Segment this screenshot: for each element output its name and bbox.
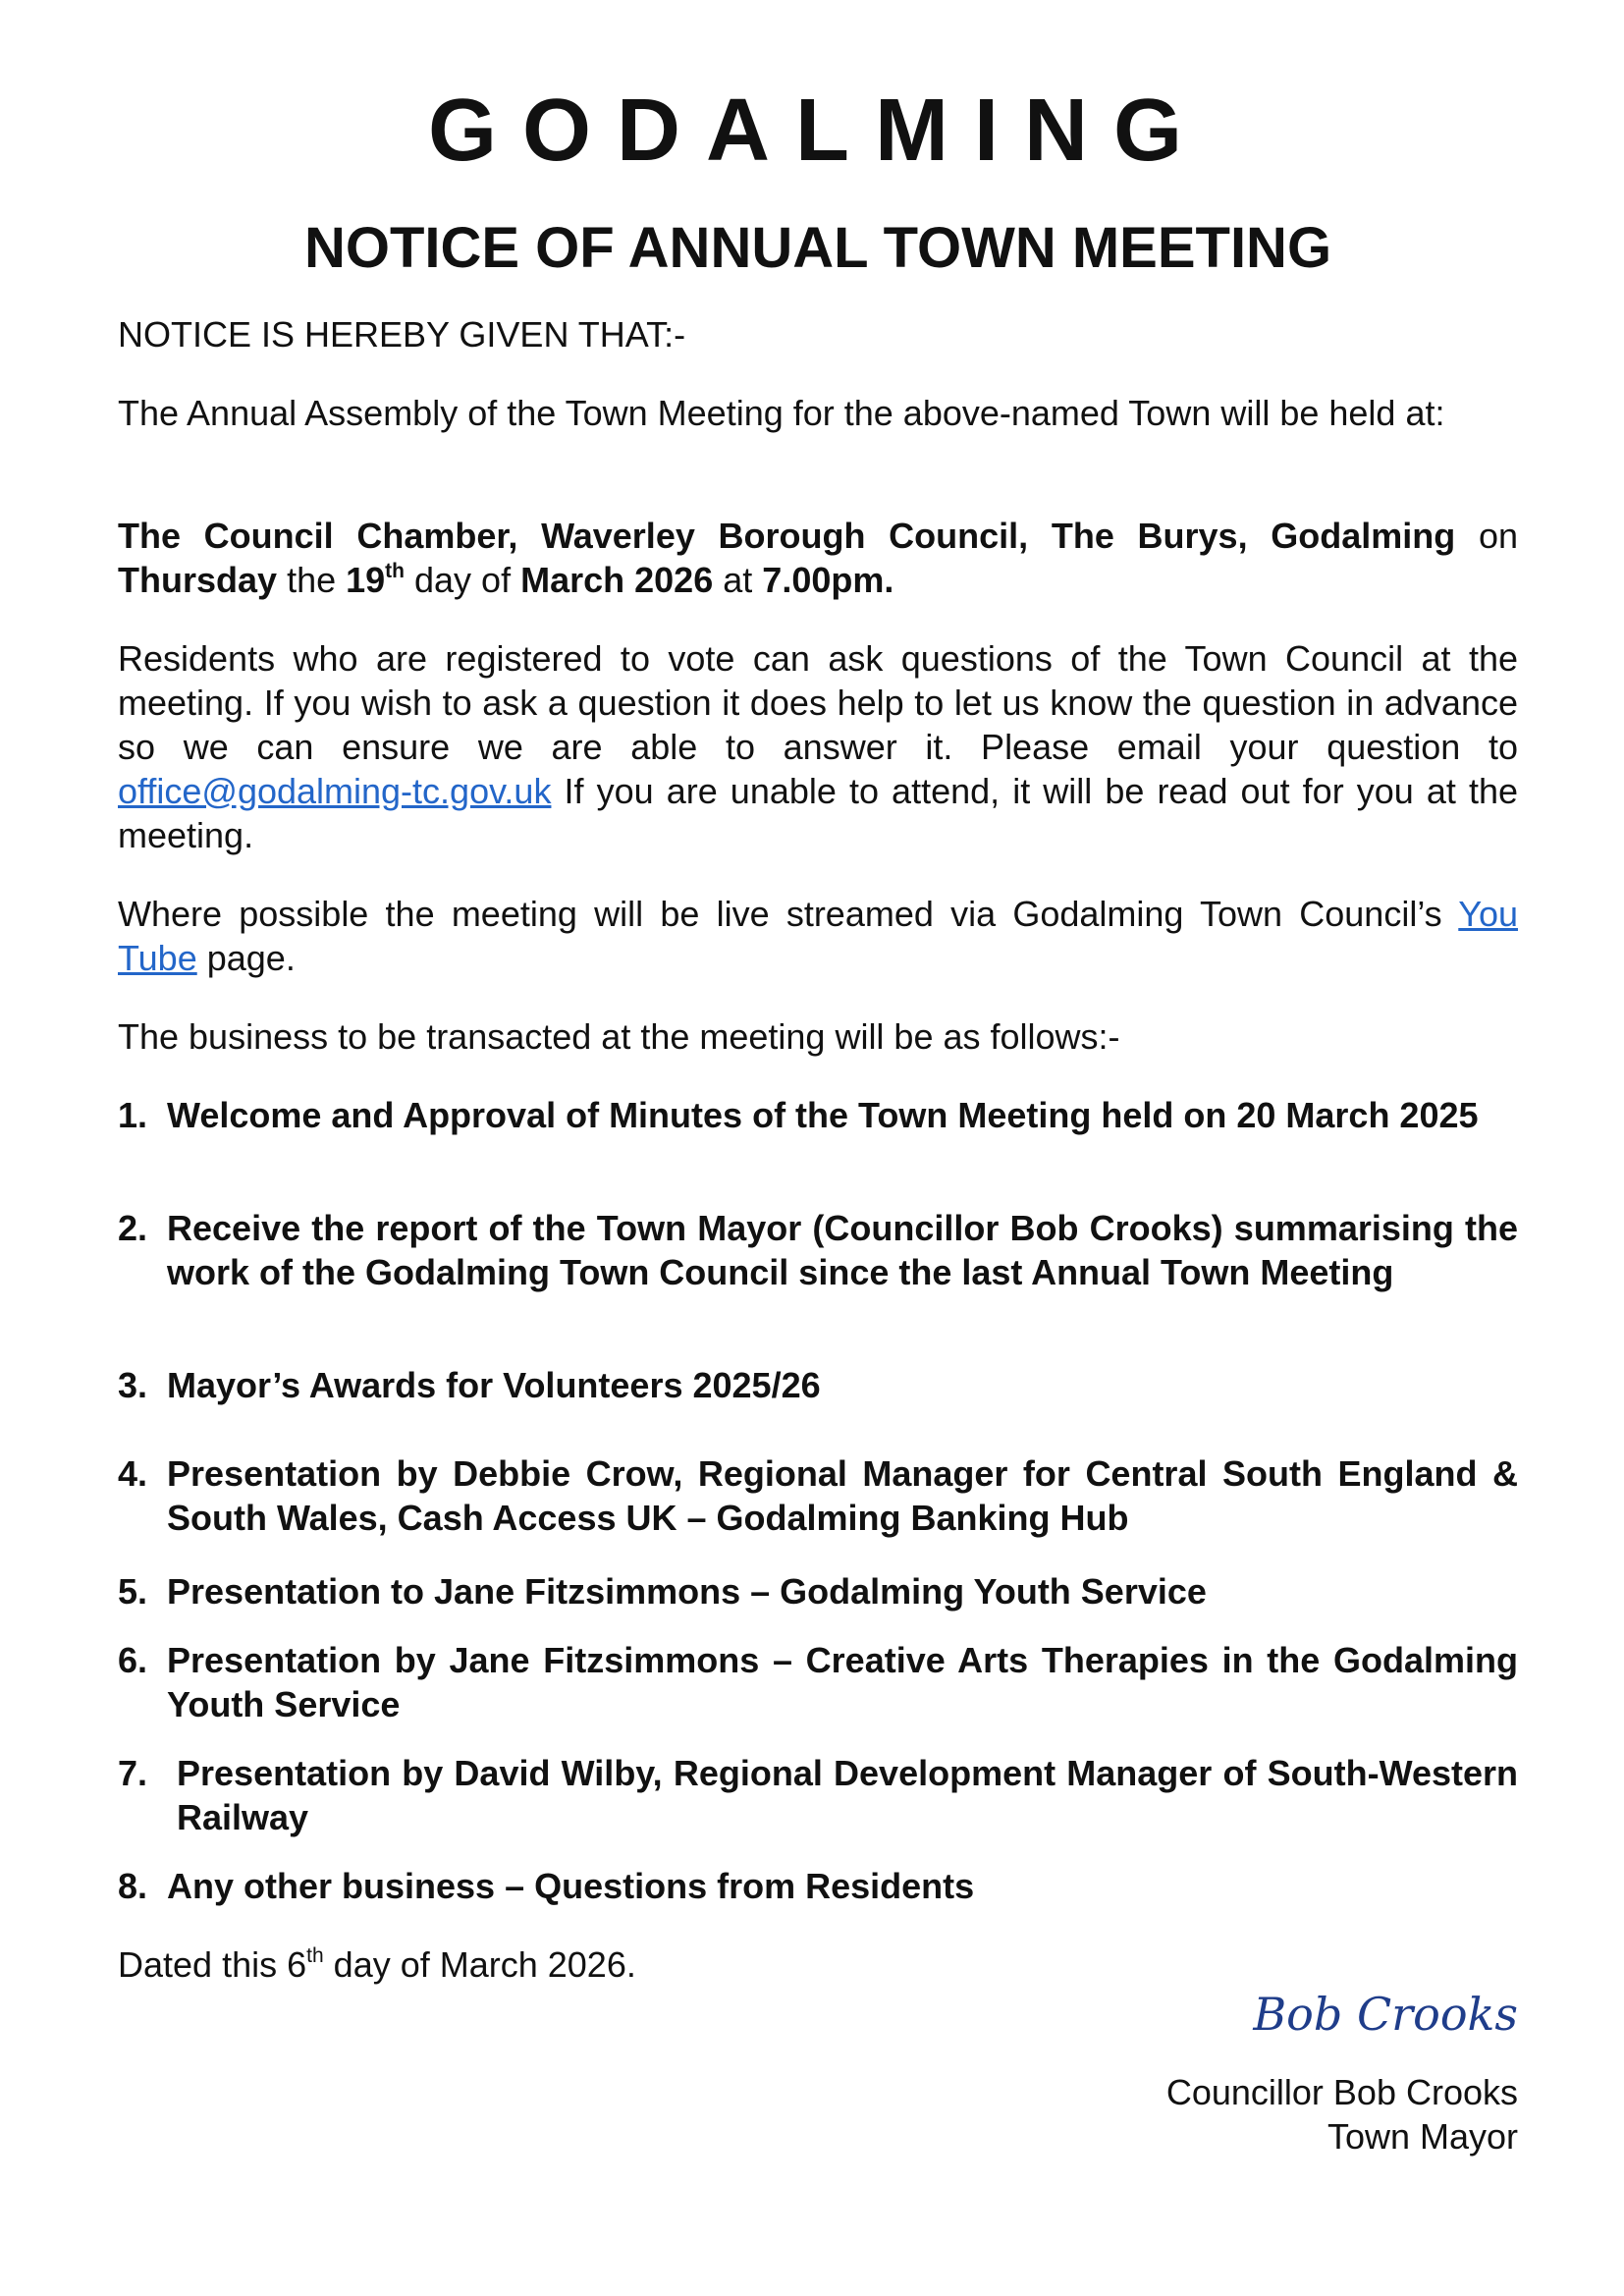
agenda-item: 3. Mayor’s Awards for Volunteers 2025/26 xyxy=(118,1365,821,1405)
venue-month-year: March 2026 xyxy=(520,560,714,600)
agenda-item: 7. Presentation by David Wilby, Regional Development Manager of South-Western Railway xyxy=(118,1753,1518,1837)
agenda-item: 5. Presentation to Jane Fitzsimmons – Godalming Youth Service xyxy=(118,1571,1207,1612)
venue-time: 7.00pm. xyxy=(762,560,894,600)
youtube-link[interactable]: You Tube xyxy=(118,894,1519,978)
stream-text-after: page. xyxy=(206,938,296,978)
dated-line: Dated this 6th day of March 2026. xyxy=(118,1944,636,1985)
venue-at: at xyxy=(723,560,753,600)
signatory-role: Town Mayor xyxy=(1326,2116,1518,2157)
agenda-item: 6. Presentation by Jane Fitzsimmons – Creative Arts Therapies in the Godalming Youth Service xyxy=(118,1640,1518,1724)
agenda-item: 2. Receive the report of the Town Mayor (Councillor Bob Crooks) summarising the work of the Godalming Town Council since the last Annual Town Meeting xyxy=(118,1208,1518,1292)
venue-day: Thursday xyxy=(118,560,278,600)
venue-the: the xyxy=(287,560,337,600)
signatory-name: Councillor Bob Crooks xyxy=(1165,2072,1518,2112)
questions-text: Residents who are registered to vote can ask questions of the Town Council at the meeting. If you wish to ask a question it does help to let us know the question in advance so we can ensure we are able to answer it. Please email your question to xyxy=(118,638,1518,767)
venue-on: on xyxy=(1478,516,1518,556)
notice-heading: NOTICE OF ANNUAL TOWN MEETING xyxy=(303,216,1332,280)
notice-line: NOTICE IS HEREBY GIVEN THAT:- xyxy=(118,314,686,355)
questions-paragraph xyxy=(118,636,1518,857)
email-link[interactable]: office@godalming-tc.gov.uk xyxy=(118,771,552,811)
stream-text: Where possible the meeting will be live streamed via Godalming Town Council’s xyxy=(118,894,1442,934)
signature: Bob Crooks xyxy=(1253,1988,1518,2041)
questions-text-after: If you are unable to attend, it will be read out for you at the meeting. xyxy=(118,771,1518,855)
venue-day-of: day of xyxy=(414,560,512,600)
business-intro: The business to be transacted at the meeting will be as follows:- xyxy=(118,1016,1120,1057)
agenda-item: 4. Presentation by Debbie Crow, Regional Manager for Central South England & South Wales, Cash Access UK – Godalming Banking Hub xyxy=(118,1453,1518,1538)
venue-location: The Council Chamber, Waverley Borough Council, The Burys, Godalming xyxy=(118,516,1456,556)
agenda-item: 8. Any other business – Questions from Residents xyxy=(118,1866,975,1906)
stream-paragraph xyxy=(118,892,1518,980)
intro-paragraph: The Annual Assembly of the Town Meeting for the above-named Town will be held at: xyxy=(118,393,1445,433)
agenda-item: 1. Welcome and Approval of Minutes of the Town Meeting held on 20 March 2025 xyxy=(118,1095,1479,1135)
venue-date: 19th xyxy=(346,560,405,600)
venue-paragraph xyxy=(118,514,1518,602)
town-title: GODALMING xyxy=(428,82,1208,180)
